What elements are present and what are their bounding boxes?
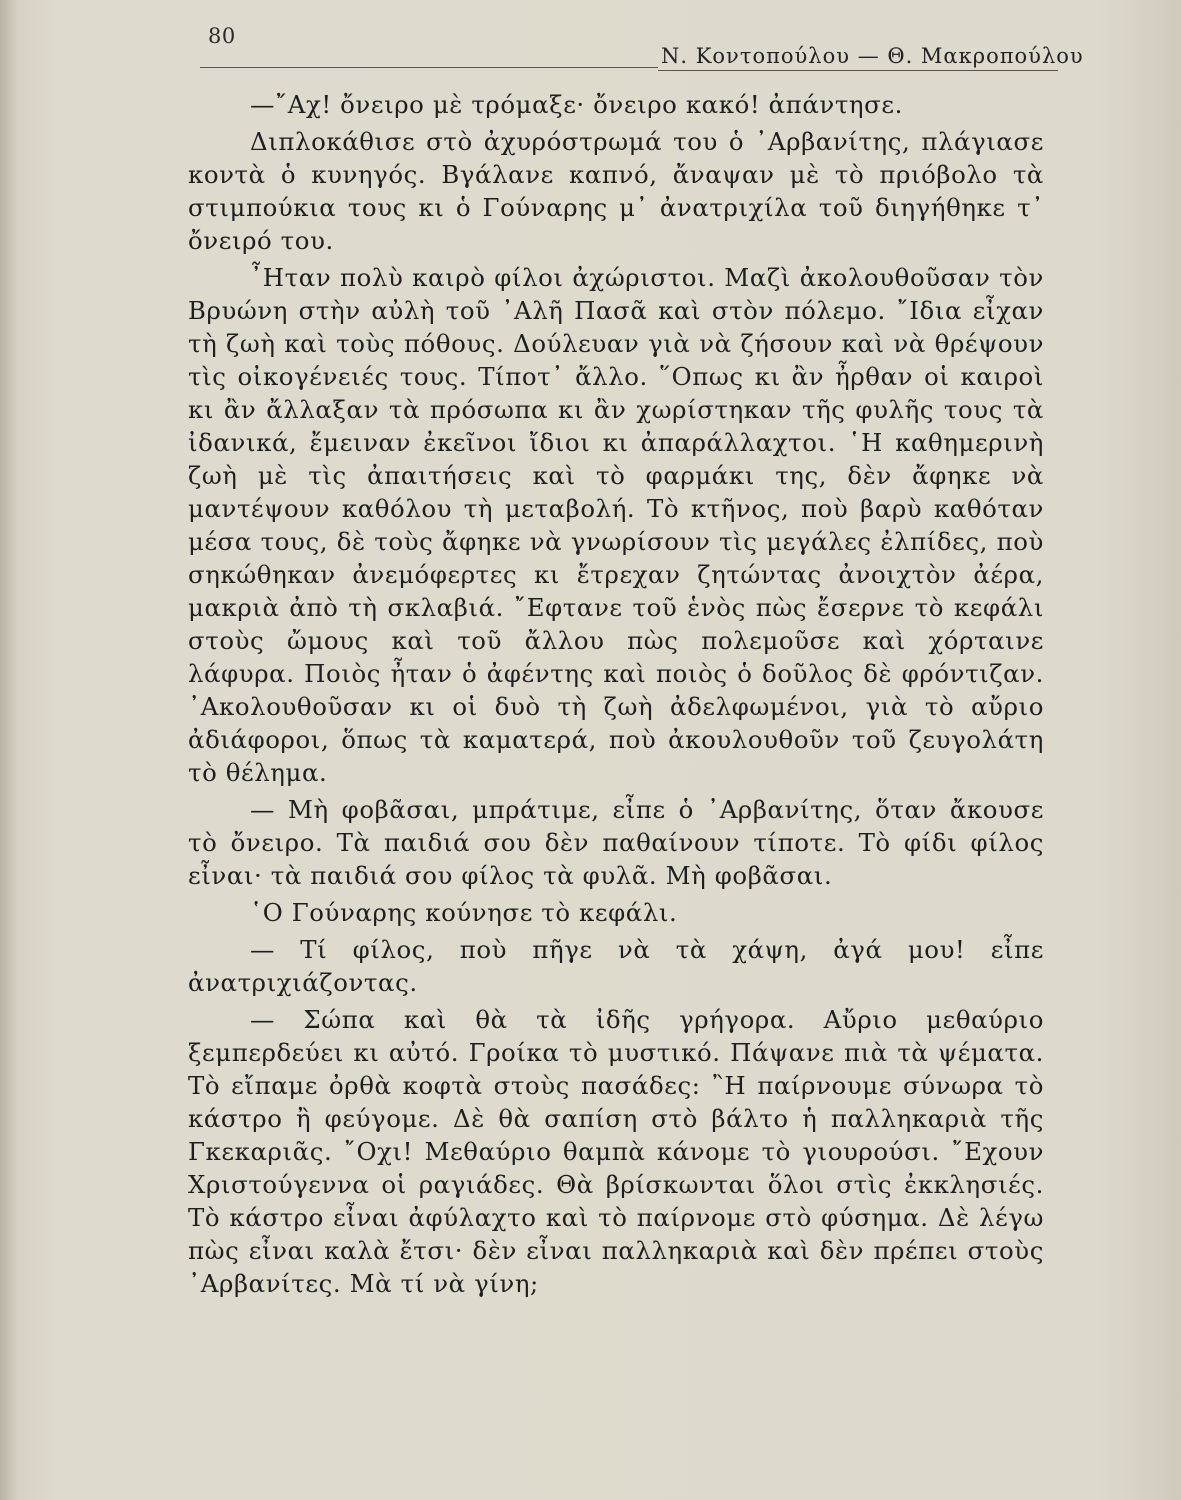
paragraph: Διπλοκάθισε στὸ ἀχυρόστρωμά του ὁ ᾿Αρβανίτης, πλάγιασε κοντὰ ὁ κυνηγός. Βγάλανε καπνό, ἄναψαν μὲ τὸ πριόβολο τὰ στιμπούκια τους κι ὁ Γούναρης μ᾿ ἀνατριχίλα τοῦ διηγήθηκε τ᾿ ὄνειρό του.	[188, 127, 1044, 255]
paragraph: — Τί φίλος, ποὺ πῆγε νὰ τὰ χάψη, ἀγά μου! εἶπε ἀνατριχιάζοντας.	[188, 935, 1044, 997]
page-gutter	[0, 0, 18, 1500]
running-head: Ν. Κοντοπούλου — Θ. Μακροπούλου	[661, 44, 1084, 68]
paragraph: ῾Ο Γούναρης κούνησε τὸ κεφάλι.	[250, 898, 678, 927]
header-rule	[658, 70, 1058, 71]
paragraph: —῎Αχ! ὄνειρο μὲ τρόμαξε· ὄνειρο κακό! ἀπάντησε.	[250, 90, 903, 119]
paragraph: ῏Ηταν πολὺ καιρὸ φίλοι ἀχώριστοι. Μαζὶ ἀκολουθοῦσαν τὸν Βρυώνη στὴν αὐλὴ τοῦ ᾿Αλῆ Πασᾶ καὶ στὸν πόλεμο. ῎Ιδια εἶχαν τὴ ζωὴ καὶ τοὺς πόθους. Δούλευαν γιὰ νὰ ζήσουν καὶ νὰ θρέψουν τὶς οἰκογένειές τους. Τίποτ᾿ ἄλλο. ῞Οπως κι ἂν ἦρθαν οἱ καιροὶ κι ἂν ἄλλαξαν τὰ πρόσωπα κι ἂν χωρίστηκαν τῆς φυλῆς τους τὰ ἰδανικά, ἔμειναν ἐκεῖνοι ἴδιοι κι ἀπαράλλαχτοι. ῾Η καθημερινὴ ζωὴ μὲ τὶς ἀπαιτήσεις καὶ τὸ φαρμάκι της, δὲν ἄφηκε νὰ μαντέψουν καθόλου τὴ μεταβολή. Τὸ κτῆνος, ποὺ βαρὺ καθόταν μέσα τους, δὲ τοὺς ἄφηκε νὰ γνωρίσουν τὶς μεγάλες ἐλπίδες, ποὺ σηκώθηκαν ἀνεμόφερτες κι ἔτρεχαν ζητώντας ἀνοιχτὸν ἀέρα, μακριὰ ἀπὸ τὴ σκλαβιά. ῎Εφτανε τοῦ ἑνὸς πὼς ἔσερνε τὸ κεφάλι στοὺς ὤμους καὶ τοῦ ἄλλου πὼς πολεμοῦσε καὶ χόρταινε λάφυρα. Ποιὸς ἦταν ὁ ἀφέντης καὶ ποιὸς ὁ δοῦλος δὲ φρόντιζαν. ᾿Ακολουθοῦσαν κι οἱ δυὸ τὴ ζωὴ ἀδελφωμένοι, γιὰ τὸ αὔριο ἀδιάφοροι, ὅπως τὰ καματερά, ποὺ ἀκουλουθοῦν τοῦ ζευγολάτη τὸ θέλημα.	[188, 263, 1044, 787]
paragraph: — Σώπα καὶ θὰ τὰ ἰδῆς γρήγορα. Αὔριο μεθαύριο ξεμπερδεύει κι αὐτό. Γροίκα τὸ μυστικό. Πάψανε πιὰ τὰ ψέματα. Τὸ εἴπαμε ὀρθὰ κοφτὰ στοὺς πασάδες: ῍Η παίρνουμε σύνωρα τὸ κάστρο ἢ φεύγομε. Δὲ θὰ σαπίση στὸ βάλτο ἡ παλληκαριὰ τῆς Γκεκαριᾶς. ῎Οχι! Μεθαύριο θαμπὰ κάνομε τὸ γιουρούσι. ῎Εχουν Χριστούγεννα οἱ ραγιάδες. Θὰ βρίσκωνται ὅλοι στὶς ἐκκλησιές. Τὸ κάστρο εἶναι ἀφύλαχτο καὶ τὸ παίρνομε στὸ φύσημα. Δὲ λέγω πὼς εἶναι καλὰ ἔτσι· δὲν εἶναι παλληκαριὰ καὶ δὲν πρέπει στοὺς ᾿Αρβανίτες. Μὰ τί νὰ γίνη;	[188, 1005, 1044, 1298]
page-number: 80	[208, 24, 236, 48]
header-rule	[200, 67, 658, 68]
paragraph: — Μὴ φοβᾶσαι, μπράτιμε, εἶπε ὁ ᾿Αρβανίτης, ὅταν ἄκουσε τὸ ὄνειρο. Τὰ παιδιά σου δὲν παθαίνουν τίποτε. Τὸ φίδι φίλος εἶναι· τὰ παιδιά σου φίλος τὰ φυλᾶ. Μὴ φοβᾶσαι.	[188, 795, 1044, 890]
body-text	[188, 88, 1044, 1304]
